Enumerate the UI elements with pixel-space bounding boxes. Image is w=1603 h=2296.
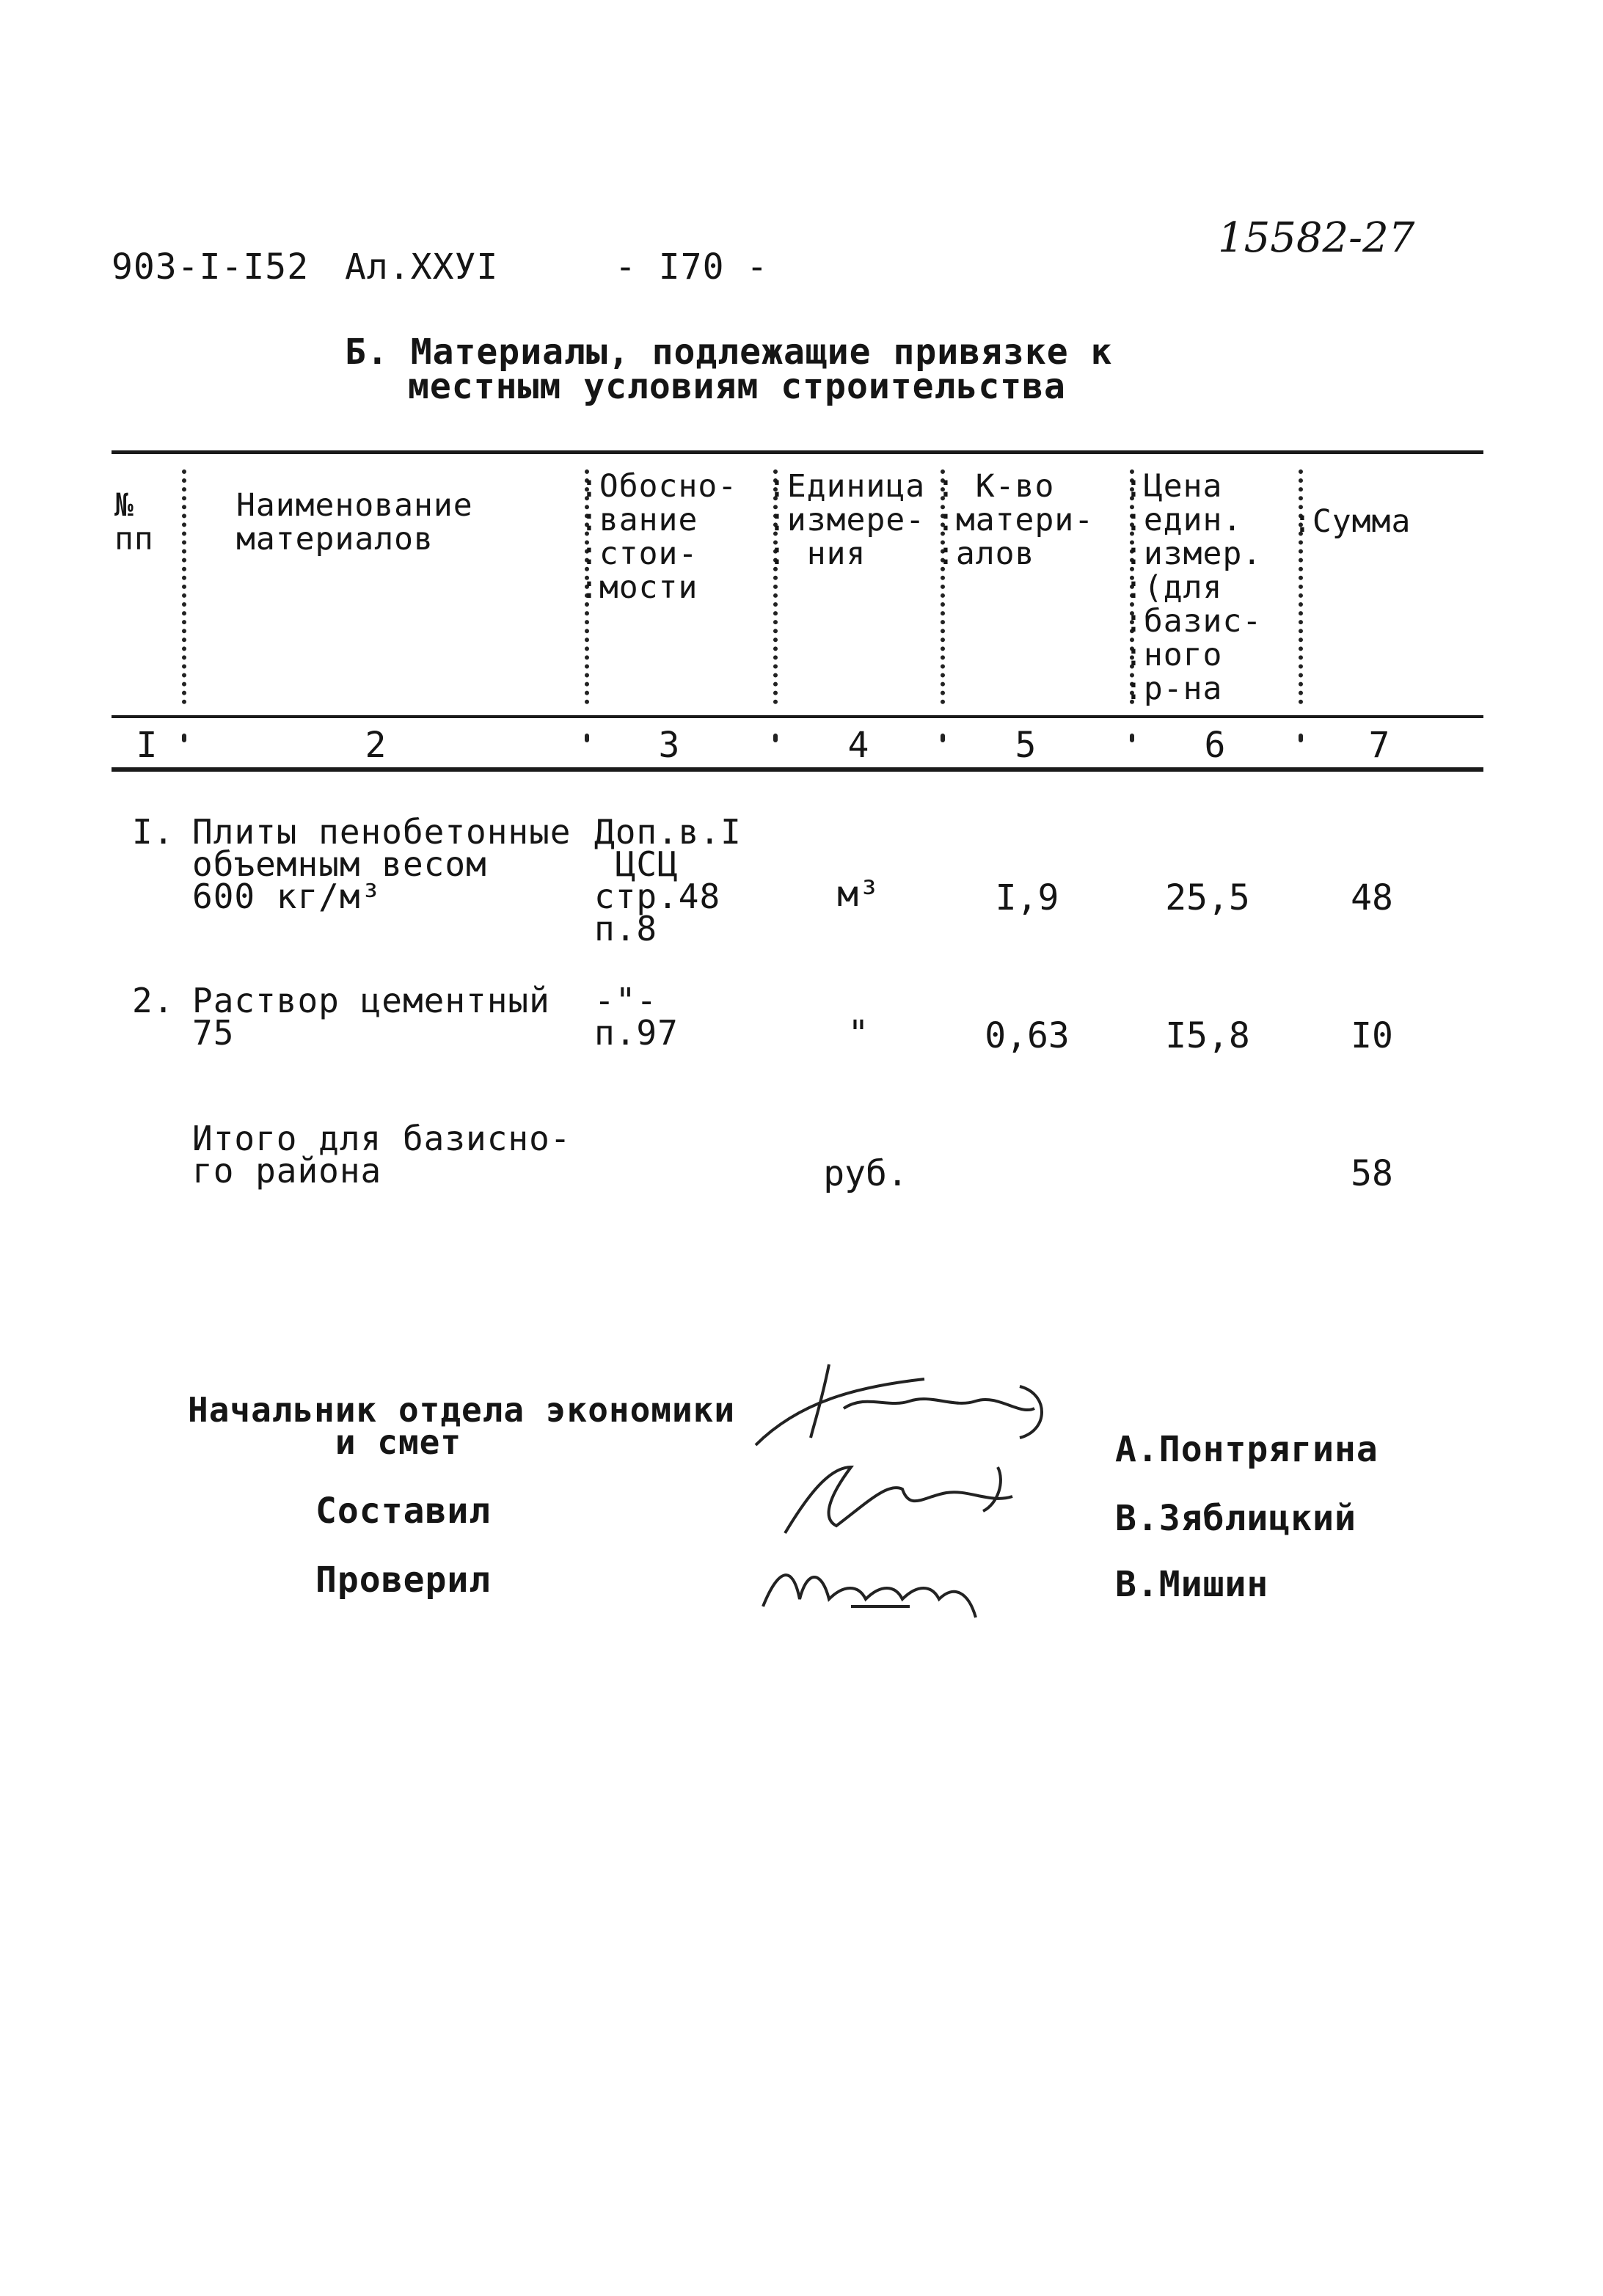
cost-basis: Доп.в.I ЦСЦ стр.48 п.8	[594, 812, 742, 948]
stamp-number: 15582-27	[1218, 214, 1415, 262]
table-top-rule	[112, 450, 1483, 454]
quantity: 0,63	[985, 1015, 1070, 1056]
material-name: Раствор цементный 75	[192, 981, 550, 1053]
header-bottom-rule	[112, 715, 1483, 718]
column-separator	[1130, 734, 1134, 742]
sum: I0	[1351, 1015, 1393, 1056]
column-number: 3	[658, 725, 680, 766]
column-separator	[773, 734, 778, 742]
material-name: Плиты пенобетонные объемным весом 600 кг/м³	[192, 812, 572, 916]
column-number: 5	[1015, 725, 1037, 766]
unit-price: 25,5	[1165, 877, 1250, 918]
column-separator	[941, 734, 945, 742]
signature-name-checked: В.Мишин	[1115, 1564, 1269, 1605]
column-number: I	[136, 725, 158, 766]
handwritten-signature	[778, 1452, 1056, 1548]
column-separator	[585, 734, 589, 742]
column-numbers-rule	[112, 767, 1483, 772]
unit: м³	[837, 874, 880, 915]
document-code: 903-I-I52	[112, 246, 310, 288]
signature-role-head: Начальник отдела экономики и смет	[188, 1390, 736, 1462]
column-number: 2	[365, 725, 387, 766]
header-basis: :Обосно- :вание :стои- :мости	[580, 468, 738, 606]
header-name: Наименование материалов	[236, 487, 473, 557]
signature-name-compiled: В.Зяблицкий	[1115, 1498, 1356, 1539]
section-title-line1: Б. Материалы, подлежащие привязке к	[345, 332, 1113, 373]
total-label: Итого для базисно- го района	[192, 1119, 572, 1191]
column-separator	[1299, 734, 1303, 742]
signature-role-compiled: Составил	[315, 1491, 492, 1532]
total-unit: руб.	[823, 1153, 908, 1194]
column-number: 4	[847, 725, 869, 766]
header-number: № пп	[114, 487, 154, 557]
total-sum: 58	[1351, 1153, 1393, 1194]
column-separator	[182, 469, 186, 704]
album-number: Ал.XXУI	[345, 246, 499, 288]
unit: "	[847, 1013, 869, 1054]
header-price: :Цена :един. :измер. :(для :базис- :ного :р-на	[1124, 468, 1263, 707]
signature-name-head: А.Понтрягина	[1115, 1429, 1379, 1470]
column-number: 7	[1368, 725, 1390, 766]
header-unit: :Единица :измере- : ния	[767, 468, 926, 572]
quantity: I,9	[995, 877, 1059, 918]
section-title-line2: местным условиям строительства	[408, 366, 1066, 407]
header-sum: :Сумма	[1293, 503, 1412, 540]
sum: 48	[1351, 877, 1393, 918]
unit-price: I5,8	[1165, 1015, 1250, 1056]
page-number: - I70 -	[615, 246, 769, 288]
row-number: 2.	[132, 981, 175, 1020]
cost-basis: -"- п.97	[594, 981, 679, 1053]
column-number: 6	[1204, 725, 1226, 766]
row-number: I.	[132, 812, 175, 852]
header-quantity: : К-во :матери- :алов	[936, 468, 1095, 572]
signature-role-checked: Проверил	[315, 1560, 492, 1601]
column-separator	[182, 734, 186, 742]
handwritten-signature	[756, 1548, 990, 1628]
